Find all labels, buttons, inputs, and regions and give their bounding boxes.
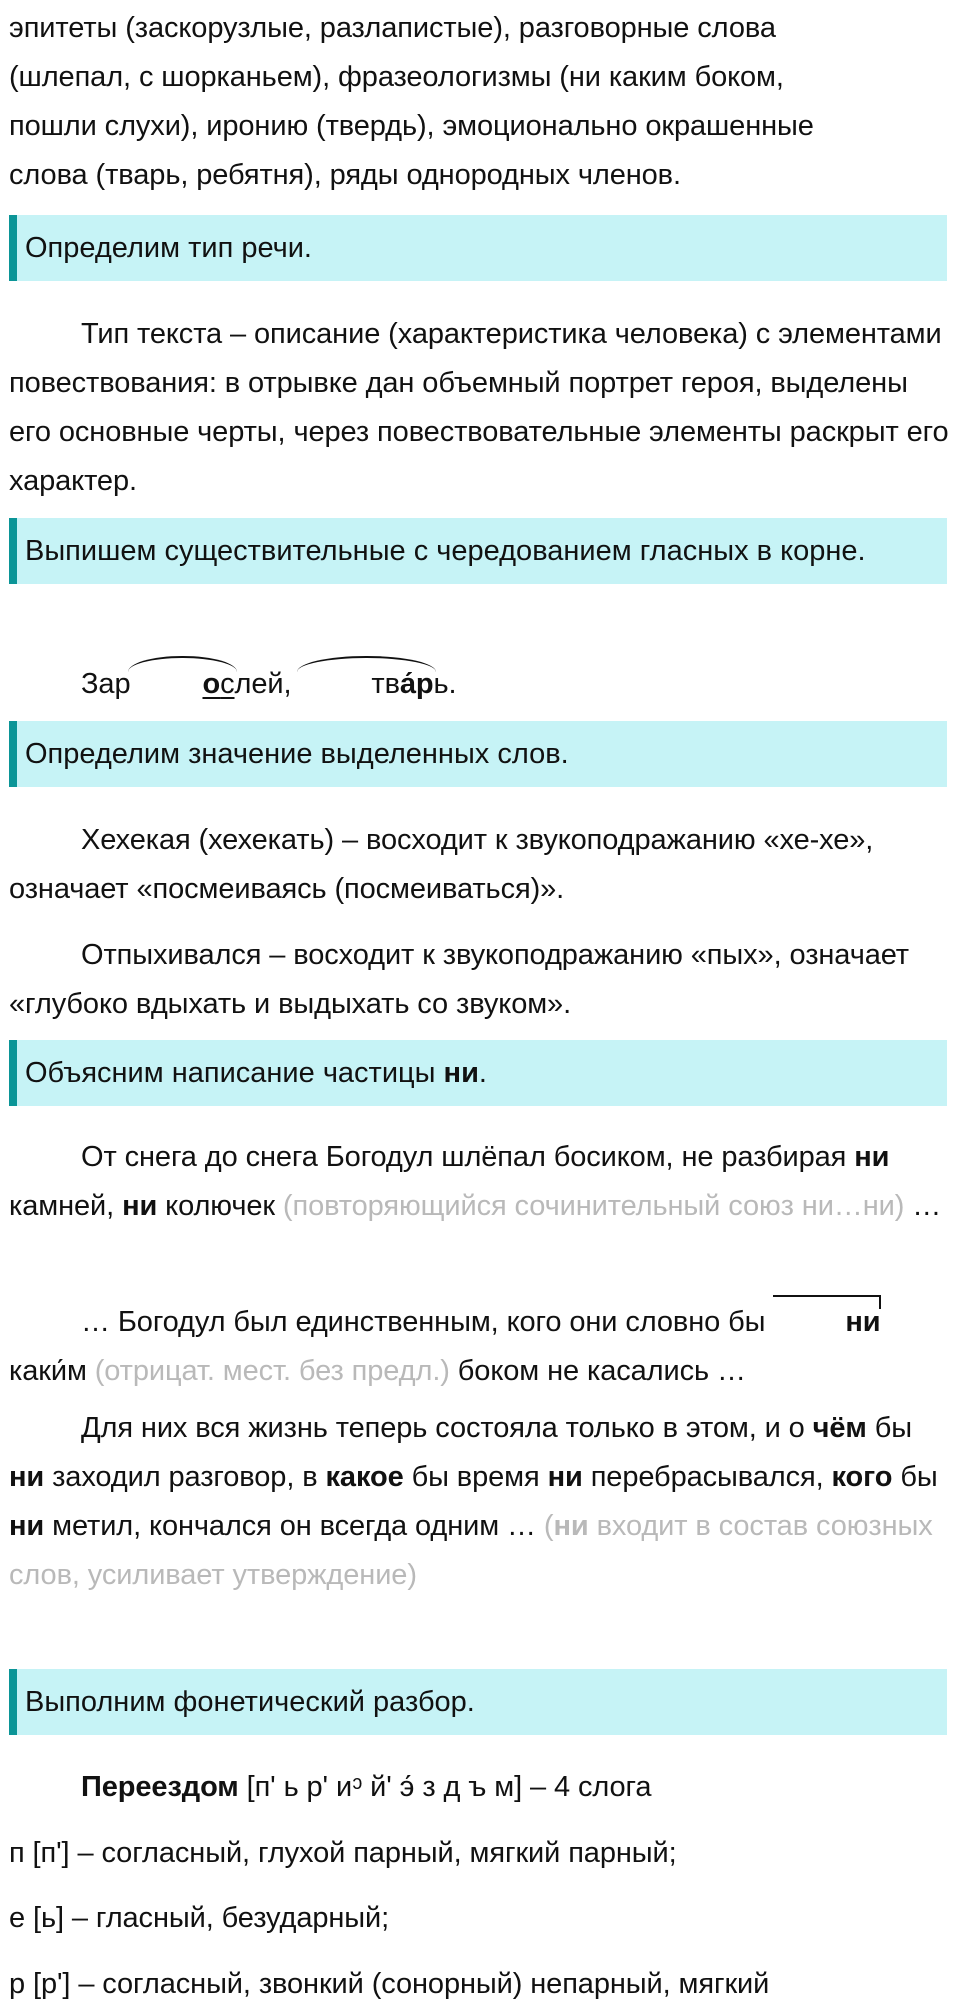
grammar-note: (повторяющийся сочинительный союз ни…ни) <box>282 1190 905 1222</box>
phonetic-line: п [п'] – согласный, глухой парный, мягкий парный; <box>9 1837 677 1869</box>
section-heading-phonetic: Выполним фонетический разбор. <box>9 1669 947 1735</box>
text-line: пошли слухи), иронию (твердь), эмоционально окрашенные <box>9 110 814 142</box>
analyzed-word: Переездом <box>81 1771 239 1803</box>
phonetic-transcription: Переездом [п' ь р' иᵓ й' э́ з д ъ м] – 4 слога <box>81 1771 652 1803</box>
meaning-paragraph-1: Хехекая (хехекать) – восходит к звукоподражанию «хе-хе», означает «посмеиваясь (посмеиваться)». <box>9 824 874 905</box>
section-heading-meaning: Определим значение выделенных слов. <box>9 721 947 787</box>
root-mark: ос <box>130 660 234 709</box>
alternating-vowel: о <box>202 668 221 700</box>
particle-example-2: … Богодул был единственным, кого они словно бы никаки́м (отрицат. мест. без предл.) боком не касались … <box>9 1298 949 1396</box>
alternating-vowel: а́р <box>399 668 434 700</box>
stylistic-devices-paragraph <box>9 4 949 200</box>
section-heading-speech-type: Определим тип речи. <box>9 215 947 281</box>
prefix-mark: ни <box>773 1298 880 1347</box>
section-heading-particle: Объясним написание частицы ни. <box>9 1040 947 1106</box>
particle-example-3: Для них вся жизнь теперь состояла только в этом, и о чём бы ни заходил разговор, в какое бы время ни перебрасывался, кого бы ни метил, кончался он всегда одним … (ни входит в состав союзных слов, усиливает утверждение) <box>9 1412 938 1591</box>
speech-type-paragraph: Тип текста – описание (характеристика человека) с элементами повествования: в отрывке дан объемный портрет героя, выделены его основные черты, через повествовательные элементы раскрыт его характер. <box>9 318 949 497</box>
phonetic-line: р [р'] – согласный, звонкий (сонорный) непарный, мягкий <box>9 1968 770 2000</box>
text-line: (шлепал, с шорканьем), фразеологизмы (ни каким боком, <box>9 61 784 93</box>
phonetic-line: е [ь] – гласный, безударный; <box>9 1902 390 1934</box>
particle-example-1: От снега до снега Богодул шлёпал босиком, не разбирая ни камней, ни колючек (повторяющийся сочинительный союз ни…ни) … <box>9 1141 942 1222</box>
noun-word-2: тва́рь. <box>299 668 456 700</box>
nouns-answer: Зар ослей, тва́рь. <box>9 660 949 709</box>
text-line: слова (тварь, ребятня), ряды однородных членов. <box>9 159 681 191</box>
meaning-paragraph-2: Отпыхивался – восходит к звукоподражанию «пых», означает «глубоко вдыхать и выдыхать со звуком». <box>9 939 909 1020</box>
text-line: эпитеты (заскорузлые, разлапистые), разговорные слова <box>9 12 776 44</box>
section-heading-nouns: Выпишем существительные с чередованием гласных в корне. <box>9 518 947 584</box>
grammar-note: (отрицат. мест. без предл.) <box>86 1355 458 1387</box>
noun-word-1: Зар ослей <box>81 668 283 700</box>
root-mark: тва́р <box>299 660 433 709</box>
grammar-note: (ни входит в состав союзных слов, усиливает утверждение) <box>9 1510 933 1591</box>
